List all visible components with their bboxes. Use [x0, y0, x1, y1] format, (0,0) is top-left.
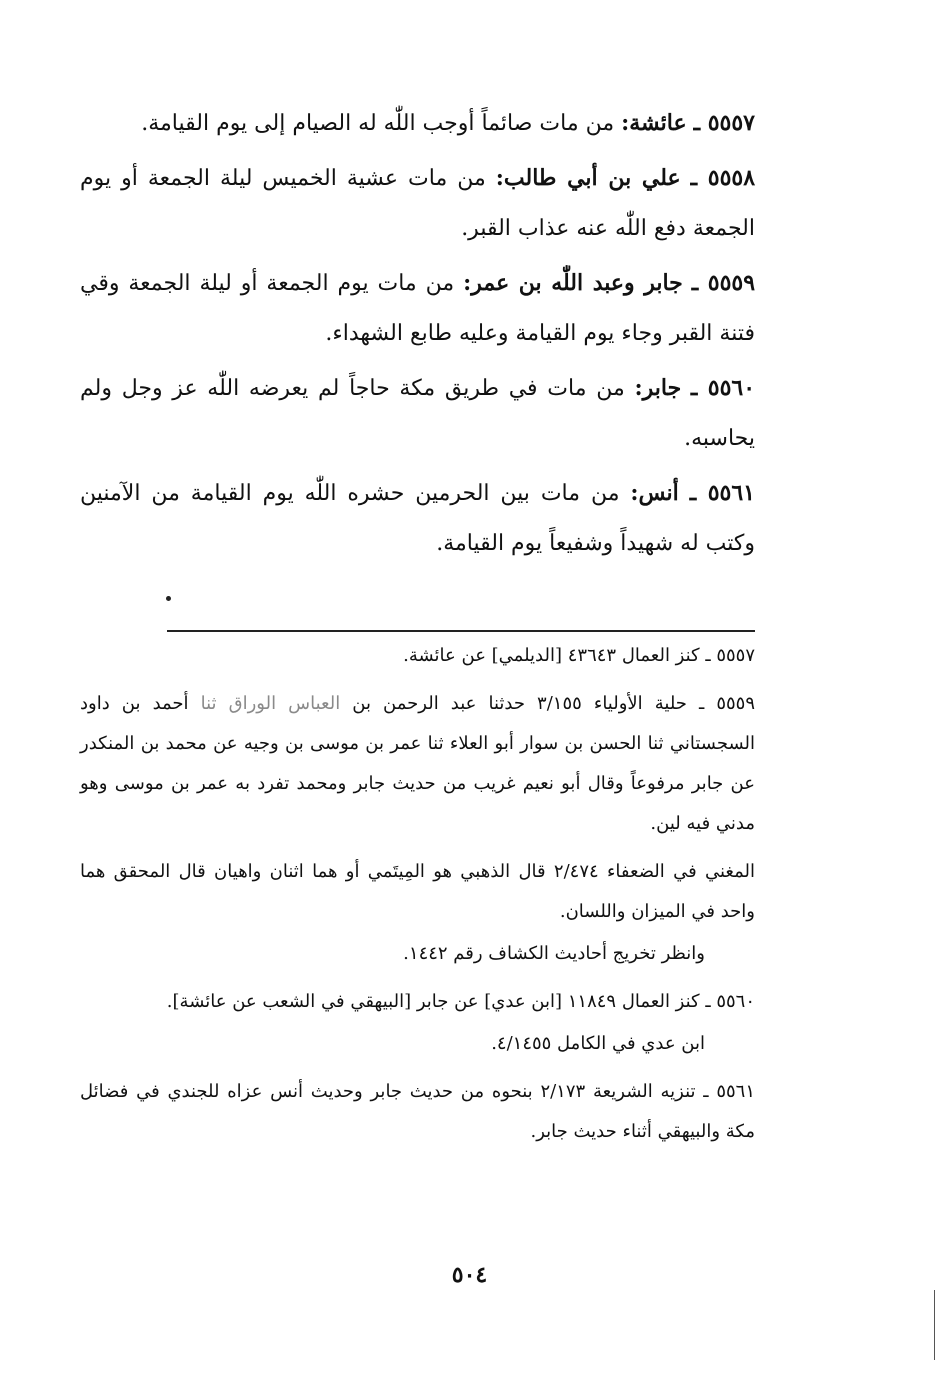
footnote-5560-kamil-text: ابن عدي في الكامل ٤/١٤٥٥. [491, 1033, 705, 1054]
footnote-5560-kamil [80, 1024, 755, 1064]
footnote-5559-line1: ٥٥٥٩ ـ حلية الأولياء ٣/١٥٥ حدثنا عبد الرحمن بن [352, 693, 755, 714]
hadith-text: من مات بين الحرمين حشره اللّٰه يوم القيامة من الآمنين وكتب له شهيداً وشفيعاً يوم القيامة. [80, 481, 755, 556]
hadith-number: ٥٥٥٨ ـ [690, 165, 756, 191]
hadith-entry-5561 [80, 468, 755, 569]
scan-edge-line [934, 1290, 935, 1360]
hadith-narrator: جابر: [634, 375, 682, 401]
hadith-number: ٥٥٦١ ـ [689, 480, 755, 506]
footnotes [80, 636, 755, 1160]
footnote-separator [167, 630, 755, 632]
hadith-entry-5560 [80, 363, 755, 464]
footnote-5559-body: أحمد بن داود السجستاني ثنا الحسن بن سوار أبو العلاء ثنا عمر بن موسى بن وجيه عن محمد بن المنكدر عن جابر مرفوعاً وقال أبو نعيم غريب من حديث جابر ومحمد تفرد به عمر بن موسى وهو مدني فيه لين. [80, 693, 755, 834]
hadith-entry-5557 [80, 98, 755, 149]
hadith-narrator: جابر وعبد اللّٰه بن عمر: [463, 270, 683, 296]
hadith-text: من مات في طريق مكة حاجاً لم يعرضه اللّٰه عز وجل ولم يحاسبه. [80, 376, 755, 451]
hadith-number: ٥٥٦٠ ـ [690, 375, 756, 401]
footnote-5559-faded-text: العباس الوراق ثنا [200, 693, 341, 714]
hadith-text: من مات عشية الخميس ليلة الجمعة أو يوم الجمعة دفع اللّٰه عنه عذاب القبر. [80, 166, 755, 241]
hadith-narrator: عائشة: [621, 110, 687, 136]
hadith-text: من مات صائماً أوجب اللّٰه له الصيام إلى يوم القيامة. [141, 111, 615, 136]
hadith-list [80, 98, 755, 573]
footnote-5561: ٥٥٦١ ـ تنزيه الشريعة ٢/١٧٣ بنحوه من حديث جابر وحديث أنس عزاه للجندي في فضائل مكة والبيهقي أثناء حديث جابر. [80, 1081, 756, 1142]
hadith-narrator: علي بن أبي طالب: [495, 165, 681, 191]
footnote-5559-see-also [80, 934, 755, 974]
footnote-5559-see-also-text: وانظر تخريج أحاديث الكشاف رقم ١٤٤٢. [403, 943, 705, 964]
hadith-entry-5559 [80, 258, 755, 359]
hadith-entry-5558 [80, 153, 755, 254]
hadith-text: من مات يوم الجمعة أو ليلة الجمعة وقي فتنة القبر وجاء يوم القيامة وعليه طابع الشهداء. [80, 271, 755, 346]
hadith-narrator: أنس: [630, 480, 679, 506]
footnote-5559 [80, 684, 755, 844]
footnote-5560: ٥٥٦٠ ـ كنز العمال ١١٨٤٩ [ابن عدي] عن جابر [البيهقي في الشعب عن عائشة]. [166, 991, 755, 1012]
hadith-number: ٥٥٥٩ ـ [691, 270, 756, 296]
footnote-5559-mughni: المغني في الضعفاء ٢/٤٧٤ قال الذهبي هو المِيتَمي أو هما اثنان واهيان قال المحقق هما واحد في الميزان واللسان. [80, 861, 755, 922]
hadith-number: ٥٥٥٧ ـ [693, 110, 755, 136]
page-number: ٥٠٤ [451, 1262, 488, 1288]
stray-dot-mark [166, 596, 171, 601]
footnote-5557: ٥٥٥٧ ـ كنز العمال ٤٣٦٤٣ [الديلمي] عن عائشة. [403, 645, 755, 666]
